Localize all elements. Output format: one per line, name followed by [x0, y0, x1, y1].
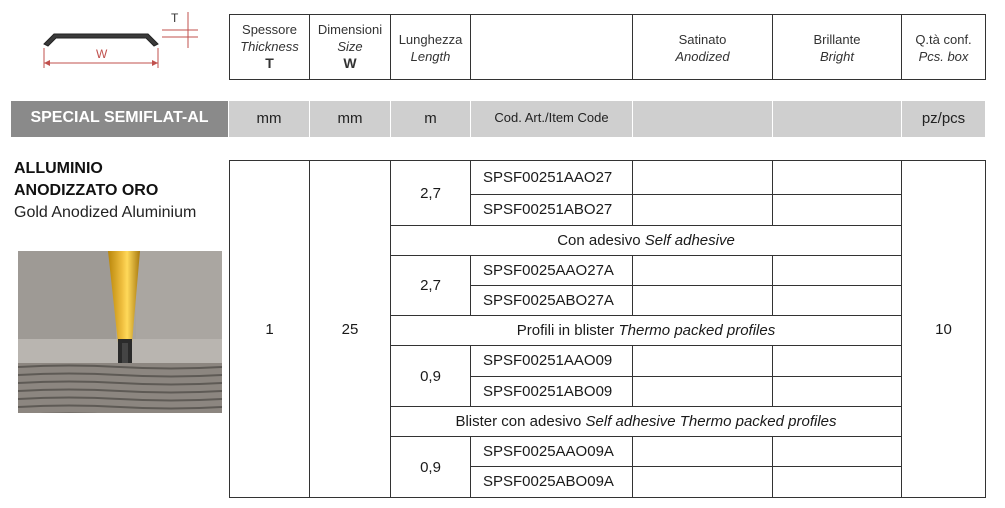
- product-name-en: Gold Anodized Aluminium: [14, 204, 197, 221]
- band-thermo-packed: [391, 316, 902, 346]
- anodized-cell: [633, 346, 773, 377]
- header-anodized-en: Anodized: [675, 49, 730, 64]
- anodized-cell: [633, 467, 773, 498]
- band-self-adhesive-thermo: [391, 407, 902, 437]
- bright-cell: [773, 195, 902, 226]
- length-value: 0,9: [391, 437, 471, 498]
- product-name-line2: ANODIZZATO ORO: [14, 182, 159, 199]
- length-value: 2,7: [391, 160, 471, 226]
- unit-thickness: mm: [229, 101, 310, 137]
- bright-cell: [773, 160, 902, 195]
- header-thickness-symbol: T: [265, 55, 274, 71]
- unit-length: m: [391, 101, 471, 137]
- header-box-it: Q.tà conf.: [915, 32, 972, 47]
- header-length: [391, 14, 471, 80]
- unit-anodized-blank: [633, 101, 773, 137]
- header-bright-en: Bright: [820, 49, 854, 64]
- pcs-box-value: 10: [902, 160, 986, 498]
- item-code: SPSF0025ABO09A: [471, 467, 633, 498]
- item-code: SPSF0025AAO27A: [471, 256, 633, 286]
- length-value: 2,7: [391, 256, 471, 316]
- band-text-it: Blister con adesivo: [455, 413, 582, 430]
- unit-bright-blank: [773, 101, 902, 137]
- header-anodized: [633, 14, 773, 80]
- product-line-title: SPECIAL SEMIFLAT-AL: [11, 101, 229, 137]
- item-code: SPSF00251AAO09: [471, 346, 633, 377]
- profile-diagram: [30, 8, 210, 70]
- header-anodized-it: Satinato: [678, 32, 727, 47]
- header-size: [310, 14, 391, 80]
- header-code-blank: [471, 14, 633, 80]
- item-code-label: Cod. Art./Item Code: [471, 101, 633, 137]
- header-box: [902, 14, 986, 80]
- profile-shape-icon: [44, 34, 158, 46]
- header-size-en: Size: [337, 39, 363, 54]
- anodized-cell: [633, 286, 773, 316]
- bright-cell: [773, 256, 902, 286]
- unit-size: mm: [310, 101, 391, 137]
- header-thickness: [229, 14, 310, 80]
- header-thickness-en: Thickness: [240, 39, 299, 54]
- item-code: SPSF00251ABO27: [471, 195, 633, 226]
- bright-cell: [773, 286, 902, 316]
- anodized-cell: [633, 437, 773, 467]
- header-box-en: Pcs. box: [918, 49, 969, 64]
- band-text-it: Con adesivo: [557, 232, 641, 249]
- header-size-it: Dimensioni: [317, 22, 383, 37]
- bright-cell: [773, 437, 902, 467]
- item-code: SPSF00251AAO27: [471, 160, 633, 195]
- product-name-line1: ALLUMINIO: [14, 160, 103, 177]
- item-code: SPSF0025ABO27A: [471, 286, 633, 316]
- item-code: SPSF00251ABO09: [471, 377, 633, 407]
- length-value: 0,9: [391, 346, 471, 407]
- band-text-it: Profili in blister: [516, 322, 615, 339]
- bright-cell: [773, 467, 902, 498]
- t-dimension-label: T: [171, 11, 179, 25]
- header-bright: [773, 14, 902, 80]
- header-thickness-it: Spessore: [242, 22, 297, 37]
- unit-box: pz/pcs: [902, 101, 986, 137]
- anodized-cell: [633, 256, 773, 286]
- bright-cell: [773, 346, 902, 377]
- thickness-value: 1: [229, 160, 310, 498]
- size-value: 25: [310, 160, 391, 498]
- band-text-en: Self adhesive Thermo packed profiles: [585, 413, 837, 430]
- header-size-symbol: W: [343, 55, 357, 71]
- bright-cell: [773, 377, 902, 407]
- band-text-en: Self adhesive: [644, 232, 735, 249]
- anodized-cell: [633, 195, 773, 226]
- item-code: SPSF0025AAO09A: [471, 437, 633, 467]
- header-length-it: Lunghezza: [398, 32, 463, 47]
- w-dimension-label: W: [96, 47, 108, 61]
- band-text-en: Thermo packed profiles: [618, 322, 776, 339]
- anodized-cell: [633, 377, 773, 407]
- header-length-en: Length: [410, 49, 451, 64]
- band-self-adhesive: [391, 226, 902, 256]
- product-photo: [18, 251, 222, 413]
- anodized-cell: [633, 160, 773, 195]
- header-bright-it: Brillante: [813, 32, 861, 47]
